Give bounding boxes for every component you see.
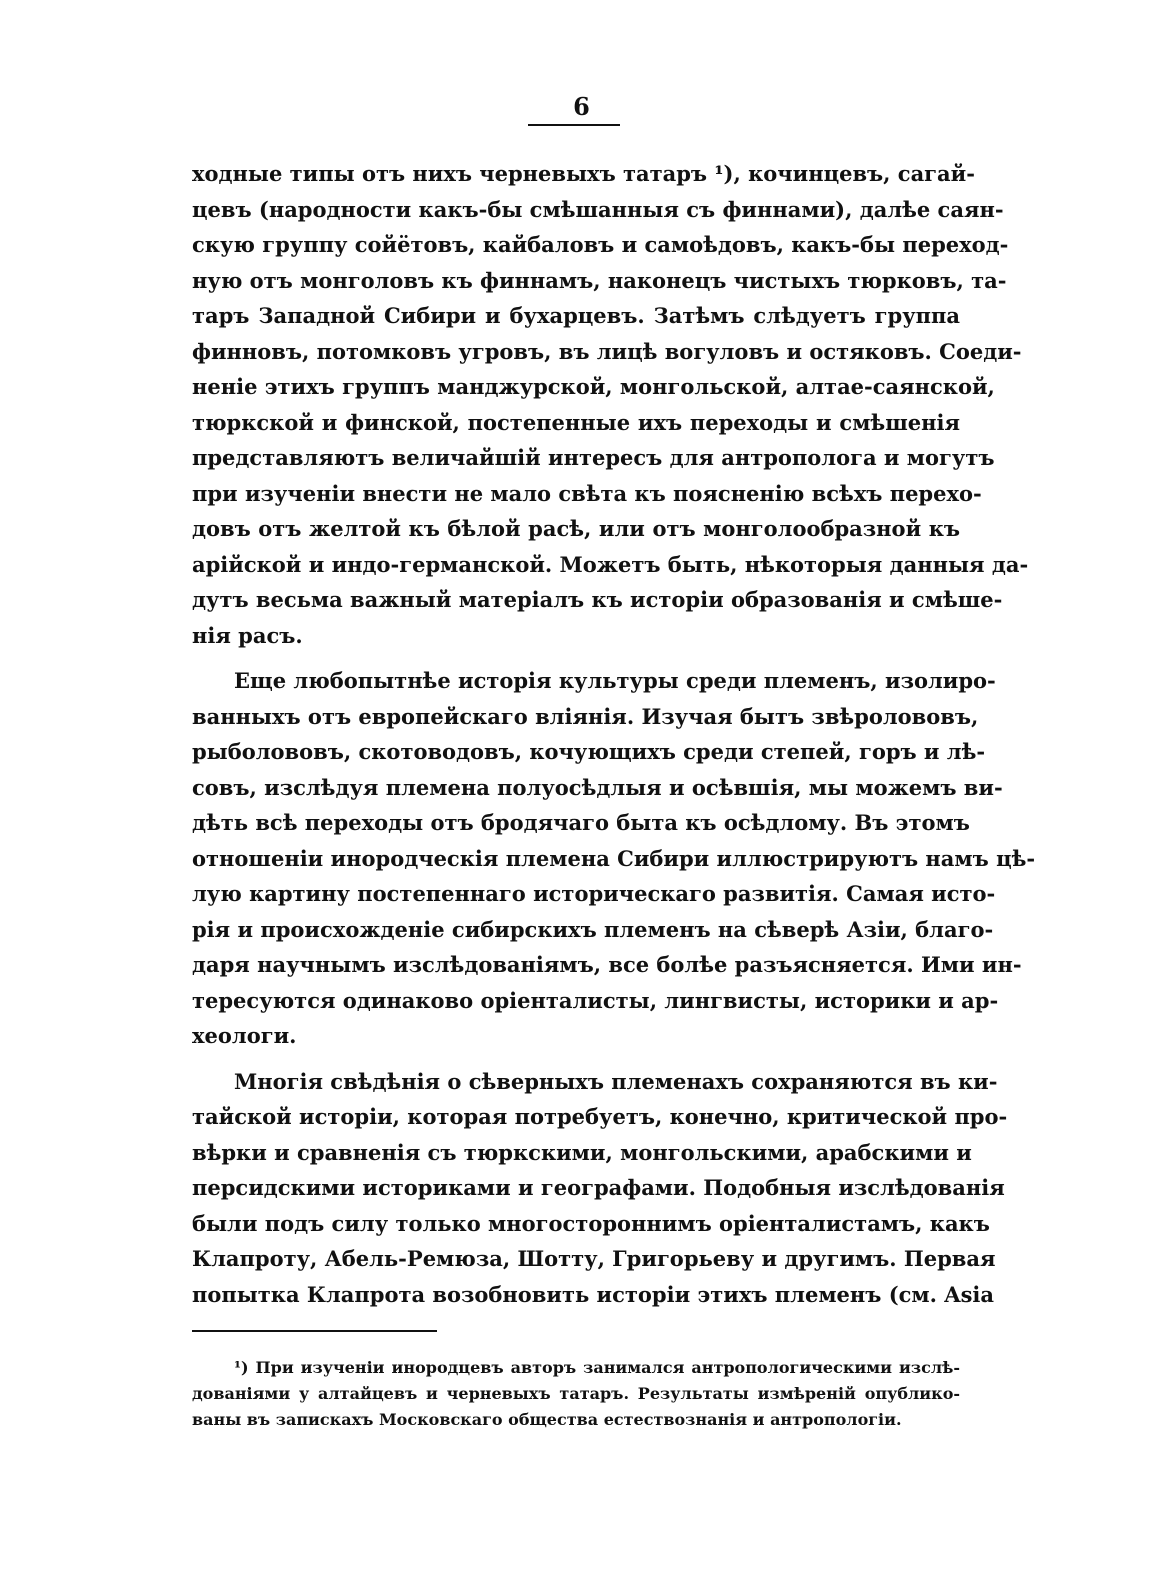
text-line: даря научнымъ изслѣдованіямъ, все болѣе разъясняется. Ими ин- bbox=[192, 952, 1022, 977]
text-line: дѣть всѣ переходы отъ бродячаго быта къ осѣдлому. Въ этомъ bbox=[192, 810, 970, 835]
footnote-line: дованіями у алтайцевъ и черневыхъ татаръ. Результаты измѣреній опублико- bbox=[192, 1384, 960, 1403]
text-line: Еще любопытнѣе исторія культуры среди племенъ, изолиро- bbox=[234, 668, 996, 693]
text-line: представляютъ величайшій интересъ для антрополога и могутъ bbox=[192, 445, 995, 470]
paragraph-gap bbox=[192, 1054, 960, 1064]
text-line: довъ отъ желтой къ бѣлой расѣ, или отъ монголообразной къ bbox=[192, 516, 960, 541]
header-rule bbox=[528, 124, 620, 126]
text-line: тюркской и финской, постепенные ихъ переходы и смѣшенія bbox=[192, 409, 960, 435]
text-line: отношеніи инородческія племена Сибири иллюстрируютъ намъ цѣ- bbox=[192, 845, 1036, 871]
text-line: ванныхъ отъ европейскаго вліянія. Изучая бытъ звѣролововъ, bbox=[192, 703, 979, 729]
text-line: цевъ (народности какъ-бы смѣшанныя съ финнами), далѣе саян- bbox=[192, 196, 1004, 222]
text-line: таръ Западной Сибири и бухарцевъ. Затѣмъ слѣдуетъ группа bbox=[192, 303, 960, 328]
text-line: ходные типы отъ нихъ черневыхъ татаръ ¹), кочинцевъ, сагай- bbox=[192, 161, 975, 186]
paragraph-gap bbox=[192, 653, 960, 663]
page-number: 6 bbox=[573, 92, 590, 121]
text-line: совъ, изслѣдуя племена полуосѣдлыя и осѣвшія, мы можемъ ви- bbox=[192, 774, 1003, 800]
text-line: рыболововъ, скотоводовъ, кочующихъ среди степей, горъ и лѣ- bbox=[192, 739, 986, 764]
footnote-line: ¹) При изученіи инородцевъ авторъ занимался антропологическими изслѣ- bbox=[234, 1358, 960, 1377]
text-line: нія расъ. bbox=[192, 622, 303, 648]
body-text bbox=[192, 156, 1036, 1312]
text-line: лую картину постепеннаго историческаго развитія. Самая исто- bbox=[192, 881, 996, 906]
text-line: арійской и индо-германской. Можетъ быть, нѣкоторыя данныя да- bbox=[192, 551, 1029, 577]
text-line: тересуются одинаково оріенталисты, лингвисты, историки и ар- bbox=[192, 987, 999, 1013]
text-line: скую группу сойётовъ, кайбаловъ и самоѣдовъ, какъ-бы переход- bbox=[192, 232, 1009, 257]
footnote-rule bbox=[192, 1330, 437, 1332]
text-line: хеологи. bbox=[192, 1023, 297, 1048]
footnote bbox=[192, 1355, 960, 1433]
text-line: неніе этихъ группъ манджурской, монгольской, алтае-саянской, bbox=[192, 374, 995, 399]
footnote-line: ваны въ запискахъ Московскаго общества естествознанія и антропологіи. bbox=[192, 1410, 902, 1429]
text-line: Клапроту, Абель-Ремюза, Шотту, Григорьеву и другимъ. Первая bbox=[192, 1246, 996, 1271]
text-line: вѣрки и сравненія съ тюркскими, монгольскими, арабскими и bbox=[192, 1139, 972, 1165]
text-line: попытка Клапрота возобновить исторіи этихъ племенъ (см. Asia bbox=[192, 1281, 994, 1307]
text-line: тайской исторіи, которая потребуетъ, конечно, критической про- bbox=[192, 1104, 1008, 1129]
text-line: были подъ силу только многостороннимъ оріенталистамъ, какъ bbox=[192, 1210, 990, 1236]
text-line: Многія свѣдѣнія о сѣверныхъ племенахъ сохраняются въ ки- bbox=[234, 1068, 998, 1094]
text-line: персидскими историками и географами. Подобныя изслѣдованія bbox=[192, 1175, 1005, 1200]
text-line: при изученіи внести не мало свѣта къ поясненію всѣхъ перехо- bbox=[192, 480, 982, 506]
text-line: рія и происхожденіе сибирскихъ племенъ на сѣверѣ Азіи, благо- bbox=[192, 916, 994, 942]
text-line: финновъ, потомковъ угровъ, въ лицѣ вогуловъ и остяковъ. Соеди- bbox=[192, 338, 1022, 364]
text-line: дутъ весьма важный матеріалъ къ исторіи образованія и смѣше- bbox=[192, 587, 1003, 612]
text-line: ную отъ монголовъ къ финнамъ, наконецъ чистыхъ тюрковъ, та- bbox=[192, 267, 1007, 293]
